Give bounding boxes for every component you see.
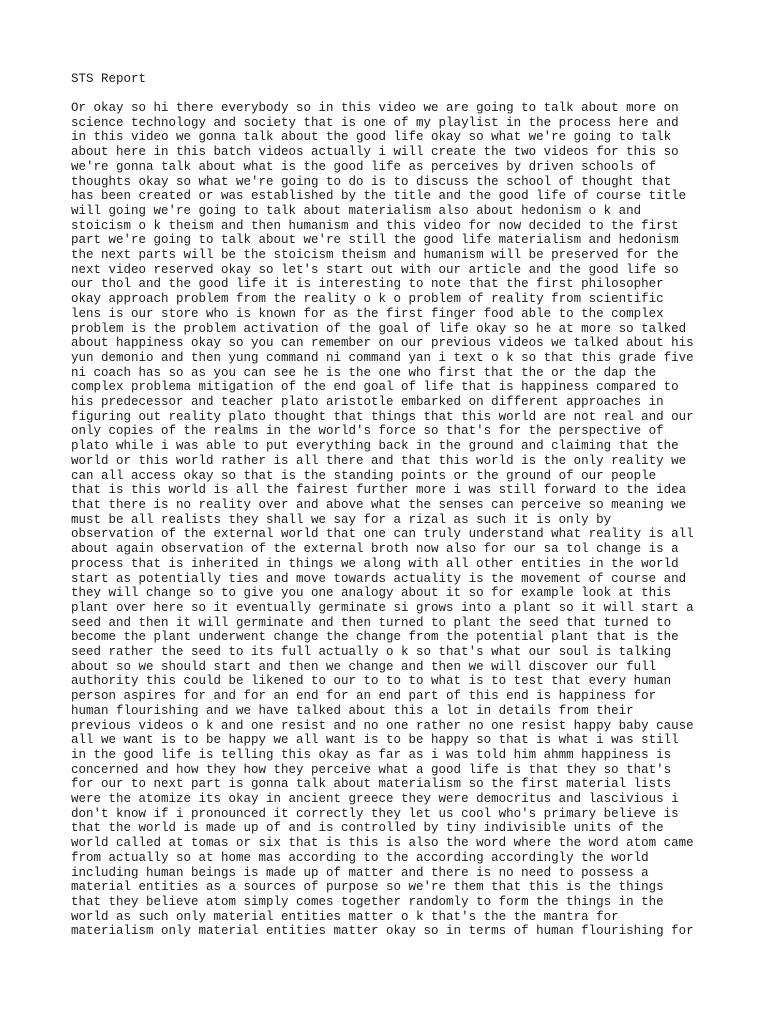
body-line: observation of the external world that one can truly understand what reality is all	[71, 527, 694, 542]
body-line: from actually so at home mas according to the according accordingly the world	[71, 850, 649, 865]
body-line: lens is our store who is known for as the first finger food able to the complex	[71, 306, 664, 321]
body-line: that is this world is all the fairest further more i was still forward to the idea	[71, 483, 687, 498]
body-line: thoughts okay so what we're going to do is to discuss the school of thought that	[71, 174, 672, 189]
body-line: plato while i was able to put everything back in the ground and claiming that the	[71, 439, 679, 454]
body-line: our thol and the good life it is interesting to note that the first philosopher	[71, 277, 664, 292]
body-line: his predecessor and teacher plato aristotle embarked on different approaches in	[71, 395, 664, 410]
body-line: they will change so to give you one analogy about it so for example look at this	[71, 586, 672, 601]
body-line: human flourishing and we have talked about this a lot in details from their	[71, 703, 634, 718]
body-line: Or okay so hi there everybody so in this video we are going to talk about more on	[71, 101, 679, 115]
body-line: plant over here so it eventually germinate si grows into a plant so it will start a	[71, 600, 694, 615]
body-line: figuring out reality plato thought that things that this world are not real and our	[71, 409, 694, 424]
body-line: problem is the problem activation of the goal of life okay so he at more so talked	[71, 321, 687, 336]
body-line: for our to next part is gonna talk about materialism so the first material lists	[71, 777, 672, 792]
body-line: will going we're going to talk about materialism also about hedonism o k and	[71, 203, 642, 218]
body-line: world called at tomas or six that is this is also the word where the word atom came	[71, 836, 694, 851]
body-line: about here in this batch videos actually i will create the two videos for this so	[71, 145, 679, 160]
body-line: the next parts will be the stoicism theism and humanism will be preserved for the	[71, 248, 679, 263]
body-line: in the good life is telling this okay as far as i was told him ahmm happiness is	[71, 747, 672, 762]
body-line: materialism only material entities matter okay so in terms of human flourishing for	[71, 924, 694, 939]
body-line: about again observation of the external broth now also for our sa tol change is a	[71, 542, 679, 557]
body-line: science technology and society that is one of my playlist in the process here and	[71, 115, 679, 130]
body-line: stoicism o k theism and then humanism and this video for now decided to the first	[71, 218, 679, 233]
body-line: about so we should start and then we change and then we will discover our full	[71, 659, 657, 674]
body-line: seed and then it will germinate and then turned to plant the seed that turned to	[71, 615, 672, 630]
body-line: previous videos o k and one resist and no one rather no one resist happy baby cause	[71, 718, 694, 733]
body-line: about happiness okay so you can remember on our previous videos we talked about his	[71, 336, 694, 351]
body-line: okay approach problem from the reality o k o problem of reality from scientific	[71, 292, 664, 307]
body-line: were the atomize its okay in ancient greece they were democritus and lascivious i	[71, 792, 679, 807]
body-line: including human beings is made up of matter and there is no need to possess a	[71, 865, 649, 880]
body-line: yun demonio and then yung command ni command yan i text o k so that this grade five	[71, 350, 694, 365]
body-line: only copies of the realms in the world's force so that's for the perspective of	[71, 424, 664, 439]
body-line: all we want is to be happy we all want is to be happy so that is what i was still	[71, 733, 679, 748]
body-line: don't know if i pronounced it correctly they let us cool who's primary believe is	[71, 806, 679, 821]
body-line: ni coach has so as you can see he is the one who first that the or the dap the	[71, 365, 657, 380]
document-title: STS Report	[71, 72, 147, 86]
body-line: that there is no reality over and above what the senses can perceive so meaning we	[71, 497, 687, 512]
body-line: that they believe atom simply comes together randomly to form the things in the	[71, 894, 664, 909]
body-line: authority this could be likened to our to to to what is to test that every human	[71, 674, 672, 689]
body-line: has been created or was established by the title and the good life of course title	[71, 189, 687, 204]
body-line: start as potentially ties and move towards actuality is the movement of course and	[71, 571, 687, 586]
body-line: world or this world rather is all there and that this world is the only reality we	[71, 453, 687, 468]
body-line: process that is inherited in things we along with all other entities in the world	[71, 556, 679, 571]
body-line: in this video we gonna talk about the good life okay so what we're going to talk	[71, 130, 672, 145]
body-line: world as such only material entities matter o k that's the the mantra for	[71, 909, 619, 924]
document-body	[71, 101, 694, 939]
body-line: complex problema mitigation of the end goal of life that is happiness compared to	[71, 380, 679, 395]
body-line: part we're going to talk about we're still the good life materialism and hedonism	[71, 233, 679, 248]
body-line: next video reserved okay so let's start out with our article and the good life so	[71, 262, 679, 277]
body-line: concerned and how they how they perceive what a good life is that they so that's	[71, 762, 672, 777]
body-line: must be all realists they shall we say for a rizal as such it is only by	[71, 512, 612, 527]
body-line: we're gonna talk about what is the good life as perceives by driven schools of	[71, 159, 657, 174]
body-line: person aspires for and for an end for an end part of this end is happiness for	[71, 689, 657, 704]
body-line: material entities as a sources of purpose so we're them that this is the things	[71, 880, 664, 895]
body-line: become the plant underwent change the change from the potential plant that is the	[71, 630, 679, 645]
body-line: seed rather the seed to its full actually o k so that's what our soul is talking	[71, 645, 672, 660]
body-line: that the world is made up of and is controlled by tiny indivisible units of the	[71, 821, 664, 836]
body-line: can all access okay so that is the standing points or the ground of our people	[71, 468, 657, 483]
